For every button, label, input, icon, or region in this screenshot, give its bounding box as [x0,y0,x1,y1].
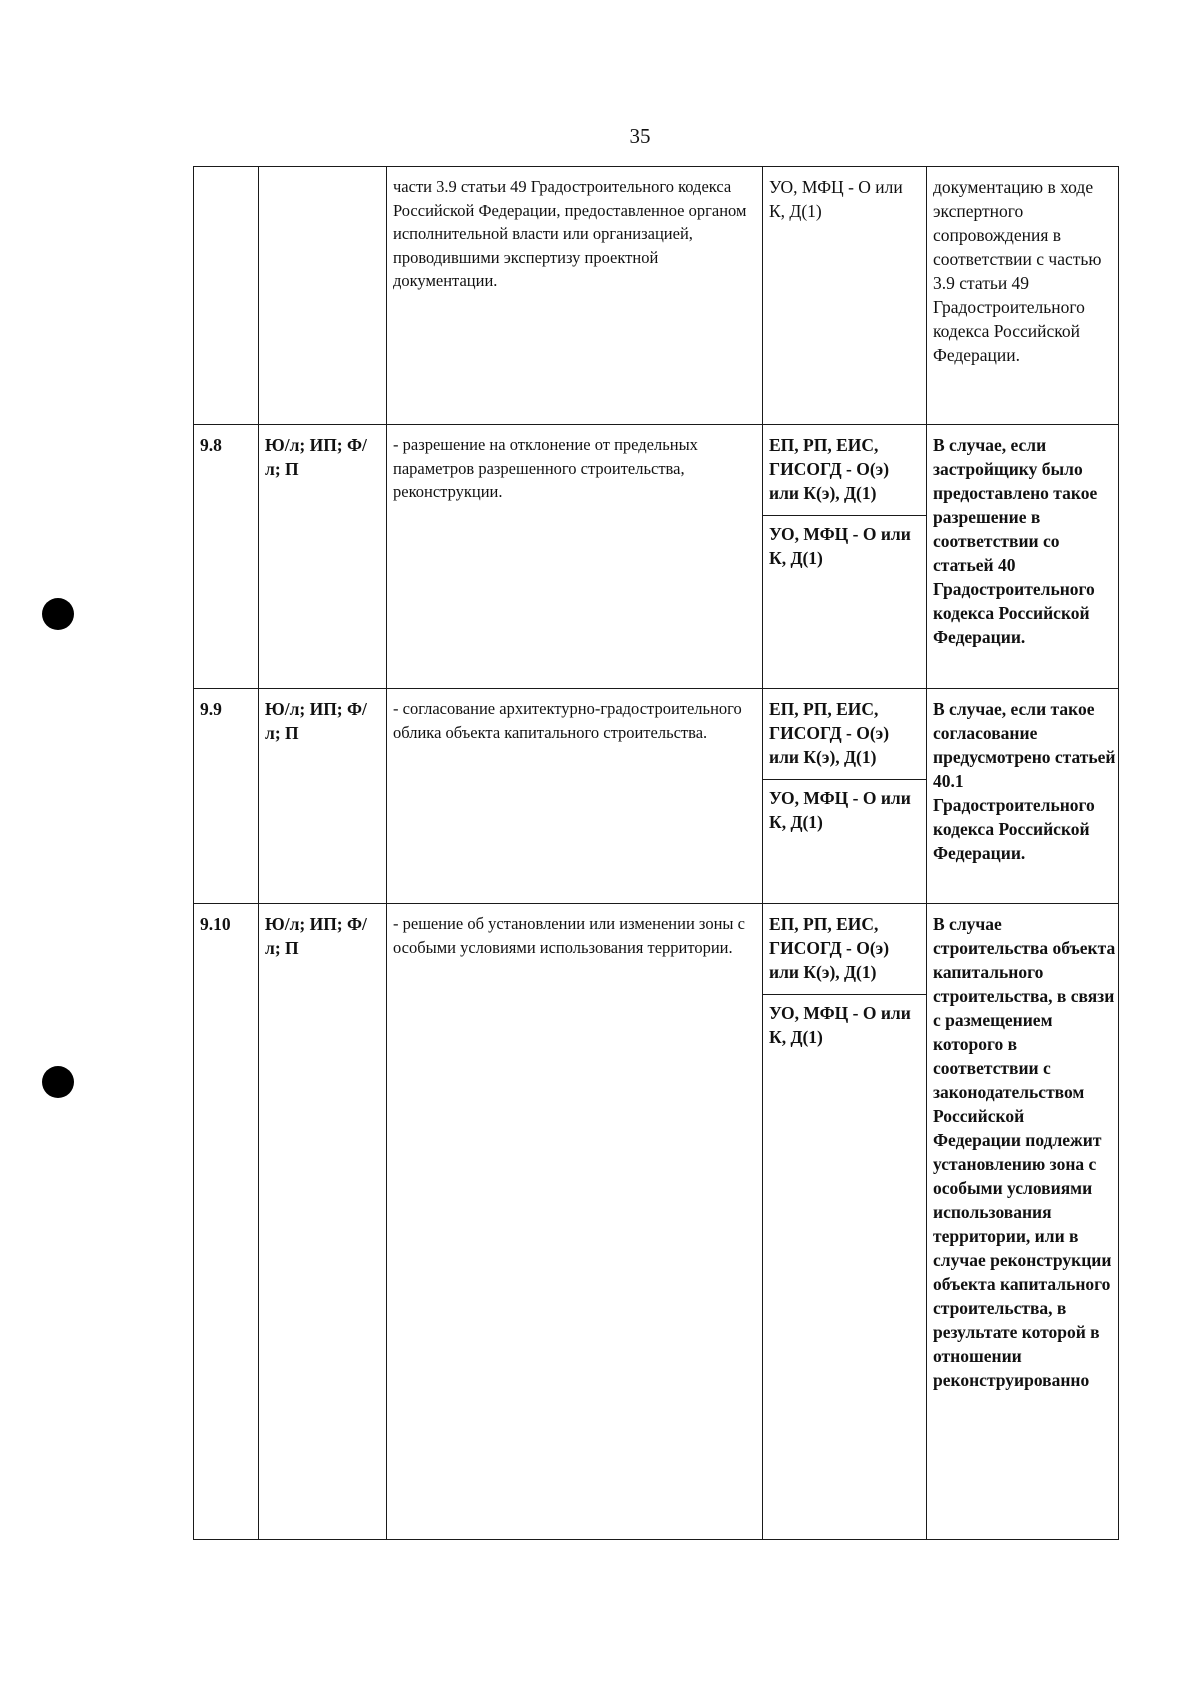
applicants-cell [259,167,387,425]
applicants: Ю/л; ИП; Ф/л; П [259,689,387,904]
document-description: части 3.9 статьи 49 Градостроительного кодекса Российской Федерации, предоставленное органом исполнительной власти или организацией, проводившими экспертизу проектной документации. [387,167,763,425]
document-table [193,166,1119,1540]
row-number: 9.8 [194,425,259,689]
table-row [194,167,1119,425]
submission-method-paper: УО, МФЦ - О или К, Д(1) [763,995,927,1540]
document-description: - согласование архитектурно-градостроительного облика объекта капитального строительства. [387,689,763,904]
document-description: - решение об установлении или изменении зоны с особыми условиями использования территории. [387,904,763,1540]
submission-method: УО, МФЦ - О или К, Д(1) [763,167,927,425]
page-number: 35 [629,124,651,148]
row-number: 9.9 [194,689,259,904]
submission-method-electronic: ЕП, РП, ЕИС, ГИСОГД - О(э) или К(э), Д(1) [763,904,927,995]
table-row [194,904,1119,995]
row-number: 9.10 [194,904,259,1540]
submission-method-electronic: ЕП, РП, ЕИС, ГИСОГД - О(э) или К(э), Д(1) [763,425,927,516]
punch-hole [42,598,74,630]
applicants: Ю/л; ИП; Ф/л; П [259,904,387,1540]
applicants: Ю/л; ИП; Ф/л; П [259,425,387,689]
condition-cell: В случае строительства объекта капитального строительства, в связи с размещением которого в соответствии с законодательством Российской Федерации подлежит установлению зона с особыми условиями использования территории, или в случае реконструкции объекта капитального строительства, в результате которой в отношении реконструированно [927,904,1119,1540]
table-row [194,425,1119,516]
table-row [194,689,1119,780]
punch-hole [42,1066,74,1098]
condition-cell: В случае, если застройщику было предоставлено такое разрешение в соответствии со статьей 40 Градостроительного кодекса Российской Федерации. [927,425,1119,689]
submission-method-electronic: ЕП, РП, ЕИС, ГИСОГД - О(э) или К(э), Д(1) [763,689,927,780]
submission-method-paper: УО, МФЦ - О или К, Д(1) [763,516,927,689]
row-number-cell [194,167,259,425]
document-description: - разрешение на отклонение от предельных параметров разрешенного строительства, реконструкции. [387,425,763,689]
condition-cell: В случае, если такое согласование предусмотрено статьей 40.1 Градостроительного кодекса Российской Федерации. [927,689,1119,904]
submission-method-paper: УО, МФЦ - О или К, Д(1) [763,780,927,904]
condition-cell: документацию в ходе экспертного сопровождения в соответствии с частью 3.9 статьи 49 Градостроительного кодекса Российской Федерации. [927,167,1119,425]
